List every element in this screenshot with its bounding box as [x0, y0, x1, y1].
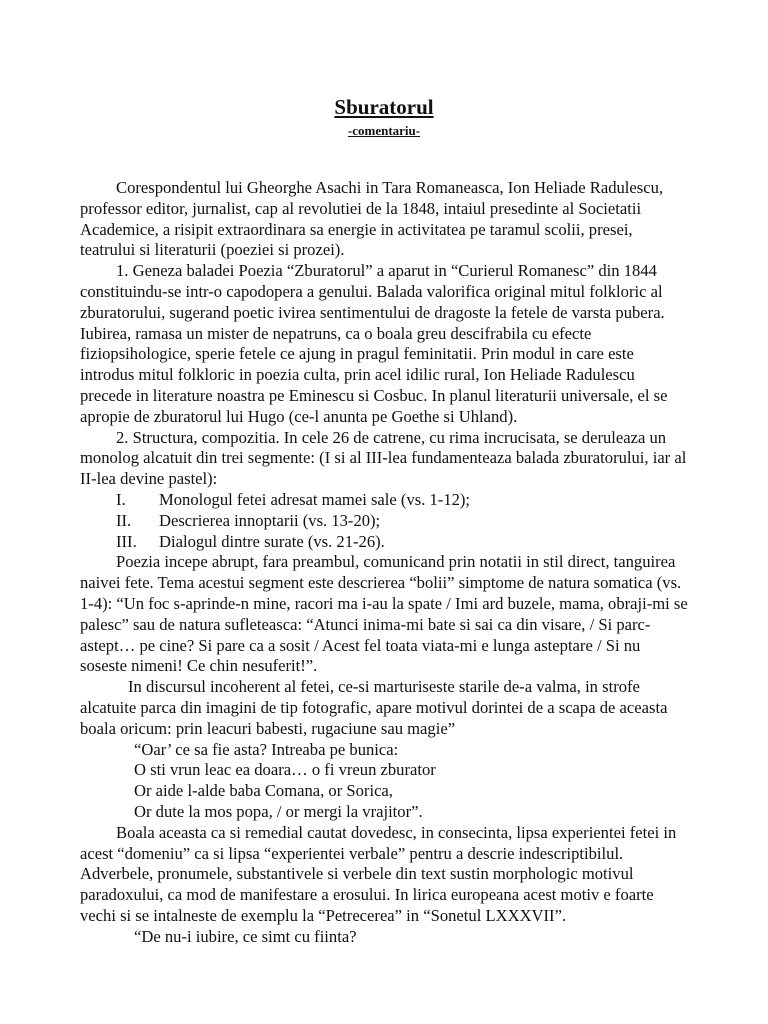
paragraph-geneza: 1. Geneza baladei Poezia “Zburatorul” a aparut in “Curierul Romanesc” din 1844 constituindu-se intr-o capodopera a genului. Balada valorifica original mitul folkloric al zburatorului, sugerand poetic ivirea sentimentului de dragoste la fetele de varsta pubera. Iubirea, ramasa un mister de nepatruns, ca o boala greu descifrabila cu efecte fiziopsihologice, sperie fetele ce ajung in pragul feminitatii. Prin modul in care este introdus mitul folkloric in poezia culta, prin acel idilic rural, Ion Heliade Radulescu precede in literature noastra pe Eminescu si Cosbuc. In planul literaturii universale, el se apropie de zburatorul lui Hugo (ce-l anunta pe Goethe si Uhland).: [80, 261, 668, 426]
verse-line: Or aide l-alde baba Comana, or Sorica,: [134, 781, 393, 801]
verse-line-last: “De nu-i iubire, ce simt cu fiinta?: [134, 926, 357, 946]
paragraph-discurs: In discursul incoherent al fetei, ce-si marturiseste starile de-a valma, in strofe alcatuite parca din imagini de tip fotografic, apare motivul dorintei de a scapa de aceasta boala oricum: prin leacuri babesti, rugaciune sau magie”: [80, 677, 668, 738]
document-subtitle: -comentariu-: [347, 123, 421, 138]
segment-text: Monologul fetei adresat mamei sale (vs. 1-12);: [159, 489, 471, 509]
paragraph-structura: 2. Structura, compozitia. In cele 26 de catrene, cu rima incrucisata, se deruleaza un monolog alcatuit din trei segmente: (I si al III-lea fundamenteaza balada zburatorului, iar al II-lea devine pastel):: [80, 427, 687, 489]
segment-list-item: [80, 490, 690, 511]
segment-text: Dialogul dintre surate (vs. 21-26).: [159, 531, 385, 551]
segment-list-item: [80, 511, 690, 532]
segment-number: II.: [116, 510, 132, 530]
segment-number: III.: [116, 531, 137, 551]
segment-list-item: [80, 532, 690, 553]
document-title: Sburatorul: [334, 95, 434, 119]
verse-line: Or dute la mos popa, / or mergi la vrajitor”.: [134, 801, 423, 821]
segment-text: Descrierea innoptarii (vs. 13-20);: [159, 510, 381, 530]
document-body: [80, 178, 690, 947]
verse-line: O sti vrun leac ea doara… o fi vreun zburator: [134, 760, 436, 780]
segment-number: I.: [116, 489, 126, 509]
paragraph-boala: Boala aceasta ca si remedial cautat dovedesc, in consecinta, lipsa experientei fetei in acest “domeniu” ca si lipsa “experientei verbale” pentru a descrie indescriptibilul. Adverbele, pronumele, substantivele si verbele din text sustin morphologic motivul paradoxului, ca mod de manifestare a erosului. In lirica europeana acest motiv e foarte vechi si se intalneste de exemplu la “Petrecerea” in “Sonetul LXXXVII”.: [80, 822, 677, 925]
paragraph-intro: Corespondentul lui Gheorghe Asachi in Tara Romaneasca, Ion Heliade Radulescu, professor editor, jurnalist, cap al revolutiei de la 1848, intaiul presedinte al Societatii Academice, a risipit extraordinara sa energie in activitatea pe taramul scolii, presei, teatrului si literaturii (poeziei si prozei).: [80, 178, 664, 260]
paragraph-poezia: Poezia incepe abrupt, fara preambul, comunicand prin notatii in stil direct, tanguirea naivei fete. Tema acestui segment este descrierea “bolii” simptome de natura somatica (vs. 1-4): “Un foc s-aprinde-n mine, racori ma i-au la spate / Imi ard buzele, mama, obraji-mi se palesc” sau de natura sufleteasca: “Atunci inima-mi bate si sai ca din visare, / Si parc-astept… pe cine? Si pare ca a sosit / Acest fel toata viata-mi e lunga asteptare / Si nu soseste nimeni! Ce chin nesuferit!”.: [80, 552, 688, 676]
verse-line: “Oar’ ce sa fie asta? Intreaba pe bunica:: [134, 739, 399, 759]
